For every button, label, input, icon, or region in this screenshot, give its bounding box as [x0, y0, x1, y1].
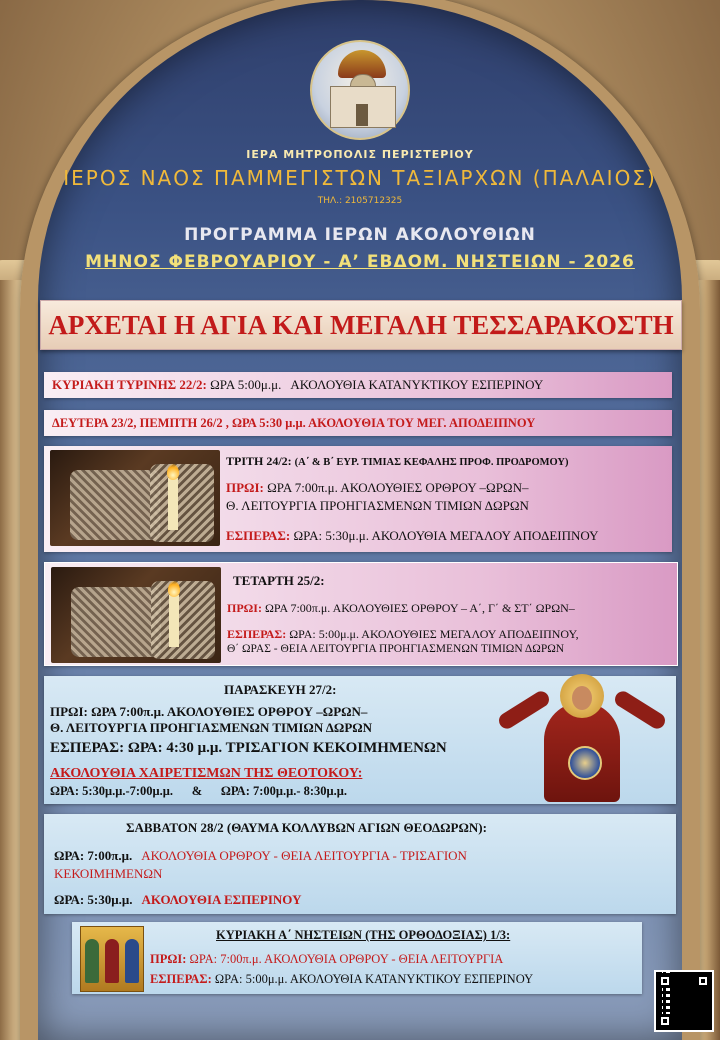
qr-finder-1: [658, 974, 672, 988]
tuesday-evening: ΩΡΑ: 5:30μ.μ. ΑΚΟΛΟΥΘΙΑ ΜΕΓΑΛΟΥ ΑΠΟΔΕΙΠΝΟΥ: [293, 528, 599, 543]
wednesday-box: [44, 562, 678, 666]
sunday-service: ΩΡΑ 5:00μ.μ. ΑΚΟΛΟΥΘΙΑ ΚΑΤΑΝΥΚΤΙΚΟΥ ΕΣΠΕΡΙΝΟΥ: [206, 377, 544, 392]
wednesday-morning: ΩΡΑ 7:00π.μ. ΑΚΟΛΟΥΘΙΕΣ ΟΡΘΡΟΥ – Α΄, Γ΄ & ΣΤ΄ ΩΡΩΝ–: [264, 601, 575, 615]
flame-icon: [167, 464, 179, 480]
friday-morning-2: Θ. ΛΕΙΤΟΥΡΓΙΑ ΠΡΟΗΓΙΑΣΜΕΝΩΝ ΤΙΜΙΩΝ ΔΩΡΩΝ: [50, 720, 373, 735]
friday-times: ΩΡΑ: 5:30μ.μ.-7:00μ.μ. & ΩΡΑ: 7:00μ.μ.- 8:30μ.μ.: [50, 784, 347, 798]
saturday-time-1: ΩΡΑ: 7:00π.μ.: [54, 848, 133, 863]
tuesday-feast: (Α΄ & Β΄ ΕΥΡ. ΤΙΜΙΑΣ ΚΕΦΑΛΗΣ ΠΡΟΦ. ΠΡΟΔΡΟΜΟΥ): [294, 457, 569, 468]
saturday-day: ΣΑΒΒΑΤΟΝ 28/2 (ΘΑΥΜΑ ΚΟΛΛΥΒΩΝ ΑΓΙΩΝ ΘΕΟΔΩΡΩΝ):: [126, 820, 487, 835]
theotokos-face: [572, 686, 592, 710]
saturday-service-2: ΑΚΟΛΟΥΘΙΑ ΕΣΠΕΡΙΝΟΥ: [135, 892, 302, 907]
candle-epitaphios-photo: [51, 567, 221, 663]
program-title: ΠΡΟΓΡΑΜΜΑ ΙΕΡΩΝ ΑΚΟΛΟΥΘΙΩΝ: [184, 225, 536, 245]
theotokos-arm-right: [612, 688, 668, 731]
wednesday-morning-label: ΠΡΩΙ:: [227, 601, 262, 615]
saturday-time-2: ΩΡΑ: 5:30μ.μ.: [54, 892, 133, 907]
cloth-right: [150, 464, 214, 542]
next-sunday-morning: ΩΡΑ: 7:00π.μ. ΑΚΟΛΟΥΘΙΑ ΟΡΘΡΟΥ - ΘΕΙΑ ΛΕΙΤΟΥΡΓΙΑ: [189, 952, 504, 966]
candle-icon: [169, 595, 179, 647]
friday-salutations: ΑΚΟΛΟΥΘΙΑ ΧΑΙΡΕΤΙΣΜΩΝ ΤΗΣ ΘΕΟΤΟΚΟΥ:: [50, 766, 363, 781]
saturday-box: [44, 814, 676, 914]
cloth-left: [70, 470, 160, 540]
wednesday-evening-label: ΕΣΠΕΡΑΣ:: [227, 627, 287, 641]
metropolis-name: ΙΕΡΑ ΜΗΤΡΟΠΟΛΙΣ ΠΕΡΙΣΤΕΡΙΟΥ: [246, 148, 474, 161]
church-logo-icon: [310, 40, 410, 140]
friday-evening: ΕΣΠΕΡΑΣ: ΩΡΑ: 4:30 μ.μ. ΤΡΙΣΑΓΙΟΝ ΚΕΚΟΙΜΗΜΕΝΩΝ: [50, 740, 447, 756]
next-sunday-day: ΚΥΡΙΑΚΗ Α΄ ΝΗΣΤΕΙΩΝ (ΤΗΣ ΟΡΘΟΔΟΞΙΑΣ) 1/3:: [216, 928, 511, 942]
saint-figure-2: [105, 939, 119, 983]
theotokos-arm-left: [496, 688, 552, 731]
next-sunday-morning-label: ΠΡΩΙ:: [150, 952, 187, 966]
qr-finder-3: [658, 1014, 672, 1028]
saint-figure-1: [85, 939, 99, 983]
tuesday-morning-label: ΠΡΩΙ:: [226, 480, 264, 495]
theotokos-icon: [488, 672, 678, 804]
church-name: ΙΕΡΟΣ ΝΑΟΣ ΠΑΜΜΕΓΙΣΤΩΝ ΤΑΞΙΑΡΧΩΝ (ΠΑΛΑΙΟΣ): [63, 166, 657, 190]
saturday-service-1b: ΚΕΚΟΙΜΗΜΕΝΩΝ: [54, 866, 163, 881]
monday-row: [44, 410, 672, 436]
orthodoxy-sunday-icon: [80, 926, 144, 992]
friday-morning-1: ΠΡΩΙ: ΩΡΑ 7:00π.μ. ΑΚΟΛΟΥΘΙΕΣ ΟΡΘΡΟΥ –ΩΡΩΝ–: [50, 704, 368, 719]
qr-finder-2: [696, 974, 710, 988]
church-door: [356, 104, 368, 126]
candle-icon: [168, 478, 178, 530]
wednesday-day: ΤΕΤΑΡΤΗ 25/2:: [233, 573, 325, 588]
wednesday-evening-1: ΩΡΑ: 5:00μ.μ. ΑΚΟΛΟΥΘΙΕΣ ΜΕΓΑΛΟΥ ΑΠΟΔΕΙΠΝΟΥ,: [289, 627, 579, 641]
qr-code[interactable]: [654, 970, 714, 1032]
sunday-row: [44, 372, 672, 398]
tuesday-evening-label: ΕΣΠΕΡΑΣ:: [226, 528, 291, 543]
lent-banner: ΑΡΧΕΤΑΙ Η ΑΓΙΑ ΚΑΙ ΜΕΓΑΛΗ ΤΕΣΣΑΡΑΚΟΣΤΗ: [40, 300, 682, 350]
tuesday-box: [44, 446, 672, 552]
tuesday-day: ΤΡΙΤΗ 24/2:: [226, 454, 292, 468]
tuesday-morning-1: ΩΡΑ 7:00π.μ. ΑΚΟΛΟΥΘΙΕΣ ΟΡΘΡΟΥ –ΩΡΩΝ–: [267, 480, 529, 495]
christ-medallion-icon: [568, 746, 602, 780]
sunday-day: ΚΥΡΙΑΚΗ ΤΥΡΙΝΗΣ 22/2:: [52, 377, 207, 392]
cloth-left: [71, 587, 161, 657]
phone-number: ΤΗΛ.: 2105712325: [317, 196, 403, 206]
month-title: ΜΗΝΟΣ ΦΕΒΡΟΥΑΡΙΟΥ - Α’ ΕΒΔΟΜ. ΝΗΣΤΕΙΩΝ - 2026: [85, 252, 635, 272]
monday-text: ΔΕΥΤΕΡΑ 23/2, ΠΕΜΠΤΗ 26/2 , ΩΡΑ 5:30 μ.μ. ΑΚΟΛΟΥΘΙΑ ΤΟΥ ΜΕΓ. ΑΠΟΔΕΙΠΝΟΥ: [52, 415, 536, 430]
cloth-right: [151, 581, 215, 659]
flame-icon: [168, 581, 180, 597]
friday-day: ΠΑΡΑΣΚΕΥΗ 27/2:: [224, 682, 337, 697]
saint-figure-3: [125, 939, 139, 983]
wednesday-evening-2: Θ΄ ΩΡΑΣ - ΘΕΙΑ ΛΕΙΤΟΥΡΓΙΑ ΠΡΟΗΓΙΑΣΜΕΝΩΝ ΤΙΜΙΩΝ ΔΩΡΩΝ: [227, 643, 565, 655]
next-sunday-evening-label: ΕΣΠΕΡΑΣ:: [150, 972, 212, 986]
saturday-service-1a: ΑΚΟΛΟΥΘΙΑ ΟΡΘΡΟΥ - ΘΕΙΑ ΛΕΙΤΟΥΡΓΙΑ - ΤΡΙΣΑΓΙΟΝ: [135, 848, 467, 863]
next-sunday-box: [72, 922, 642, 994]
tuesday-morning-2: Θ. ΛΕΙΤΟΥΡΓΙΑ ΠΡΟΗΓΙΑΣΜΕΝΩΝ ΤΙΜΙΩΝ ΔΩΡΩΝ: [226, 498, 529, 513]
next-sunday-evening: ΩΡΑ: 5:00μ.μ. ΑΚΟΛΟΥΘΙΑ ΚΑΤΑΝΥΚΤΙΚΟΥ ΕΣΠΕΡΙΝΟΥ: [214, 972, 534, 986]
candle-epitaphios-photo: [50, 450, 220, 546]
